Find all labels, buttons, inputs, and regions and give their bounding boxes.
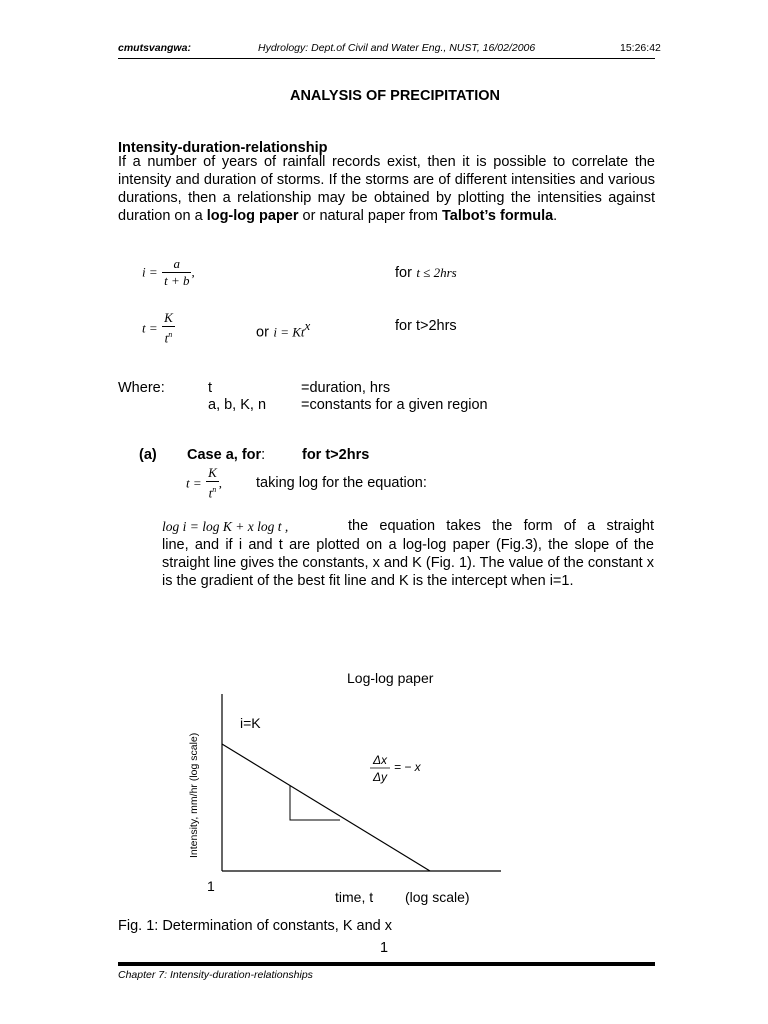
origin-label: 1 xyxy=(207,878,215,894)
case-a-paragraph-first: the equation takes the form of a straight xyxy=(348,518,654,534)
where-symbol: t xyxy=(208,380,213,396)
figure-caption: Fig. 1: Determination of constants, K and x xyxy=(118,918,393,934)
intercept-label: i=K xyxy=(240,715,261,731)
equation-power-alt: or $i = Kt^x$ xyxy=(256,318,311,341)
section-heading: Intensity-duration-relationship xyxy=(118,140,328,156)
header-author: cmutsvangwa: xyxy=(118,42,191,54)
log-log-figure xyxy=(170,660,510,910)
case-a-equation: t = $\frac{K}{t^n}$ , xyxy=(186,465,223,501)
equation-talbot-condition: for t ≤ 2hrs xyxy=(395,265,457,281)
slope-denominator: Δy xyxy=(372,770,388,784)
x-axis-label: time, t xyxy=(335,889,374,905)
x-axis-scale: (log scale) xyxy=(405,889,470,905)
equation-power: t = $\frac{K}{t^n}$ xyxy=(142,310,173,346)
header-course: Hydrology: Dept.of Civil and Water Eng., NUST, 16/02/2006 xyxy=(258,42,536,54)
slope-rhs: = − x xyxy=(394,760,421,774)
page-title: ANALYSIS OF PRECIPITATION xyxy=(289,88,500,104)
case-a-label: (a) xyxy=(139,447,157,463)
header-time: 15:26:42 xyxy=(620,42,661,54)
header-rule xyxy=(118,58,655,59)
slope-triangle xyxy=(290,786,340,820)
y-axis-label: Intensity, mm/hr (log scale) xyxy=(188,732,200,858)
figure-title: Log-log paper xyxy=(347,670,434,686)
case-a-condition: for t>2hrs xyxy=(302,447,370,463)
page-number: 1 xyxy=(380,940,389,956)
equation-power-condition: for t>2hrs xyxy=(395,318,457,334)
footer-chapter: Chapter 7: Intensity-duration-relationships xyxy=(118,969,313,981)
slope-numerator: Δx xyxy=(372,753,388,767)
footer-rule xyxy=(118,962,655,966)
log-equation: log i = log K + x log t , xyxy=(162,519,289,534)
where-label: Where: xyxy=(118,380,165,396)
case-a-note: taking log for the equation: xyxy=(256,475,427,491)
where-description: =constants for a given region xyxy=(301,397,488,413)
where-symbol: a, b, K, n xyxy=(208,397,267,413)
intro-paragraph: If a number of years of rainfall records exist, then it is possible to correlate the intensity and duration of storms. If the storms are of different intensities and various durations, then a relationship may be obtained by plotting the intensities against duration on a log-log paper or natural paper from Talbot’s formula. xyxy=(118,154,655,224)
case-a-title: Case a, for: xyxy=(187,447,266,463)
case-a-paragraph: line, and if i and t are plotted on a log-log paper (Fig.3), the slope of the straight line gives the constants, x and K (Fig. 1). The value of the constant x is the gradient of the best fit line and K is the intercept when i=1. xyxy=(162,537,654,589)
equation-talbot: i = $\frac{a}{t + b}$ , xyxy=(142,256,195,288)
where-description: =duration, hrs xyxy=(301,380,391,396)
